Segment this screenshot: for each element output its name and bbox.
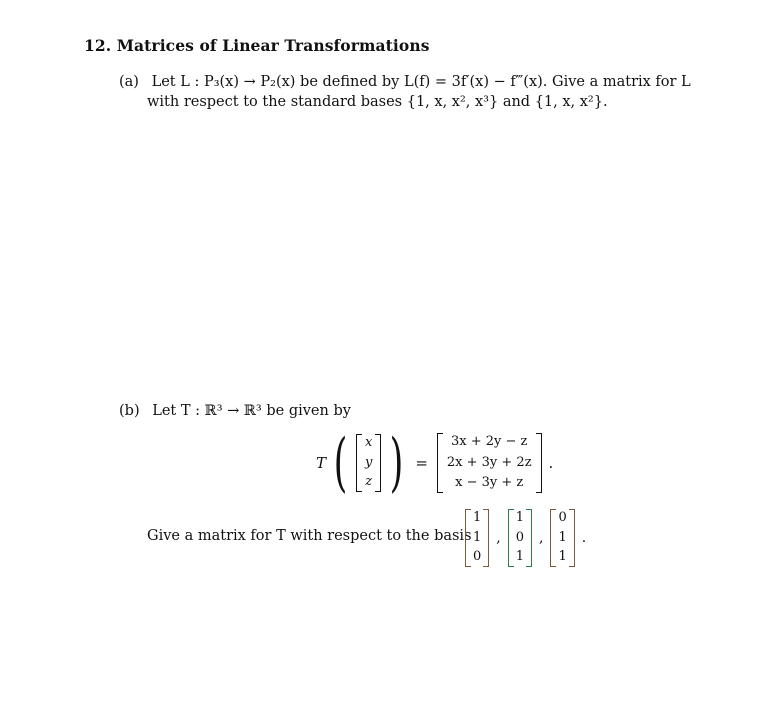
basis-vector-entry: 0 <box>473 549 482 564</box>
basis-vector <box>508 509 532 567</box>
basis-separator: , <box>496 530 501 546</box>
basis-vector-column <box>471 509 483 565</box>
left-paren-icon: ( <box>333 426 348 500</box>
output-vector-entry: 3x + 2y − z <box>451 434 528 449</box>
input-left-bracket <box>356 434 362 492</box>
basis-vector-entry: 1 <box>515 510 525 525</box>
problem-title: 12. Matrices of Linear Transformations <box>84 36 430 55</box>
basis-vector-column <box>514 509 526 565</box>
input-vector <box>356 434 381 492</box>
equals-sign: = <box>415 454 428 472</box>
input-vector-entry: y <box>364 454 373 470</box>
basis-vector <box>465 509 489 567</box>
basis-vector-entry: 1 <box>473 529 482 545</box>
part-b-intro <box>119 403 351 419</box>
basis-vector-entry: 1 <box>515 549 525 564</box>
input-vector-column <box>362 434 375 490</box>
part-a-line2: with respect to the standard bases {1, x, x², x³} and {1, x, x²}. <box>147 94 608 110</box>
basis-left-bracket <box>465 509 471 567</box>
basis-vector-entry: 0 <box>515 529 525 545</box>
output-vector-entry: x − 3y + z <box>455 475 524 490</box>
basis-vector-entry: 1 <box>558 549 567 564</box>
part-a-text1: Let L : P₃(x) → P₂(x) be defined by L(f) = 3f′(x) − f‴(x). Give a matrix for L <box>151 74 691 90</box>
basis-right-bracket <box>526 509 532 567</box>
part-b-label: (b) <box>119 403 140 419</box>
part-a-label: (a) <box>119 74 139 90</box>
basis-right-bracket <box>483 509 489 567</box>
basis-vector-entry: 1 <box>558 529 567 545</box>
basis-separator: , <box>539 530 544 546</box>
basis-right-bracket <box>569 509 575 567</box>
part-a-line1 <box>119 74 691 90</box>
input-right-bracket <box>375 434 381 492</box>
input-vector-entry: z <box>365 474 373 489</box>
output-vector <box>437 433 542 493</box>
basis-vector-entry: 1 <box>473 510 482 525</box>
output-right-bracket <box>536 433 542 493</box>
part-b-intro-text: Let T : ℝ³ → ℝ³ be given by <box>152 403 351 419</box>
basis-left-bracket <box>508 509 514 567</box>
output-vector-column <box>443 433 536 491</box>
output-left-bracket <box>437 433 443 493</box>
basis-vectors <box>462 508 590 568</box>
basis-sentence: Give a matrix for T with respect to the basis <box>147 528 472 544</box>
basis-vector-entry: 0 <box>558 510 567 525</box>
right-paren-icon: ) <box>389 426 404 500</box>
transformation-equation <box>316 426 554 500</box>
basis-end-period: . <box>581 530 587 546</box>
basis-vector <box>550 509 574 567</box>
basis-left-bracket <box>550 509 556 567</box>
basis-vector-column <box>556 509 568 565</box>
equation-period: . <box>548 454 554 472</box>
t-symbol: T <box>316 454 327 472</box>
input-vector-entry: x <box>364 435 373 450</box>
output-vector-entry: 2x + 3y + 2z <box>446 454 532 470</box>
